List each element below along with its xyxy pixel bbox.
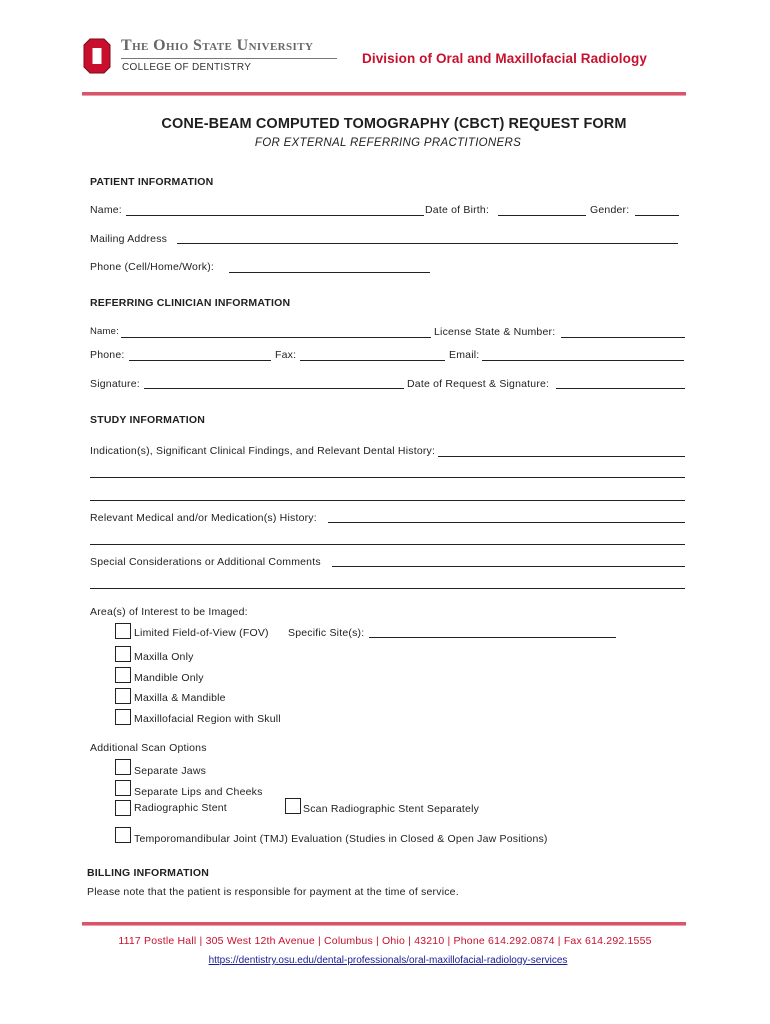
separate-jaws-checkbox[interactable] xyxy=(115,759,131,775)
header-rule-red xyxy=(82,92,686,96)
referring-fax-field[interactable] xyxy=(300,360,445,361)
medical-history-field-2[interactable] xyxy=(90,544,685,545)
scan-options-label: Additional Scan Options xyxy=(90,742,207,754)
medical-history-field-1[interactable] xyxy=(328,522,685,523)
fov-label: Limited Field-of-View (FOV) xyxy=(134,627,269,639)
referring-name-field[interactable] xyxy=(121,337,431,338)
maxillofacial-skull-checkbox[interactable] xyxy=(115,709,131,725)
maxillofacial-skull-label: Maxillofacial Region with Skull xyxy=(134,713,281,725)
maxilla-mandible-label: Maxilla & Mandible xyxy=(134,692,226,704)
special-comments-field-2[interactable] xyxy=(90,588,685,589)
mandible-only-checkbox[interactable] xyxy=(115,667,131,683)
referring-license-label: License State & Number: xyxy=(434,326,556,338)
patient-name-field[interactable] xyxy=(126,215,424,216)
medical-history-label: Relevant Medical and/or Medication(s) History: xyxy=(90,512,317,524)
mandible-only-label: Mandible Only xyxy=(134,672,204,684)
referring-date-field[interactable] xyxy=(556,388,685,389)
tmj-label: Temporomandibular Joint (TMJ) Evaluation (Studies in Closed & Open Jaw Positions) xyxy=(134,833,548,845)
separate-lips-label: Separate Lips and Cheeks xyxy=(134,786,263,798)
college-name: COLLEGE OF DENTISTRY xyxy=(122,62,252,73)
patient-name-label: Name: xyxy=(90,204,122,216)
patient-gender-label: Gender: xyxy=(590,204,630,216)
footer-address: 1117 Postle Hall | 305 West 12th Avenue | Columbus | Ohio | 43210 | Phone 614.292.0874 | Fax 614.292.1555 xyxy=(118,935,652,947)
header-rule-gray xyxy=(121,58,337,59)
referring-signature-label: Signature: xyxy=(90,378,140,390)
maxilla-only-checkbox[interactable] xyxy=(115,646,131,662)
referring-phone-label: Phone: xyxy=(90,349,125,361)
referring-license-field[interactable] xyxy=(561,337,685,338)
special-comments-label: Special Considerations or Additional Comments xyxy=(90,556,321,568)
footer-rule-red xyxy=(82,922,686,926)
study-heading: STUDY INFORMATION xyxy=(90,414,206,426)
referring-name-label: Name: xyxy=(90,326,119,337)
patient-dob-label: Date of Birth: xyxy=(425,204,490,216)
referring-phone-field[interactable] xyxy=(129,360,271,361)
patient-gender-field[interactable] xyxy=(635,215,679,216)
fov-checkbox[interactable] xyxy=(115,623,131,639)
specific-site-field[interactable] xyxy=(369,637,616,638)
areas-label: Area(s) of Interest to be Imaged: xyxy=(90,606,248,618)
indications-field-3[interactable] xyxy=(90,500,685,501)
separate-lips-checkbox[interactable] xyxy=(115,780,131,796)
patient-phone-field[interactable] xyxy=(229,272,430,273)
form-subtitle: FOR EXTERNAL REFERRING PRACTITIONERS xyxy=(254,137,522,149)
separate-jaws-label: Separate Jaws xyxy=(134,765,207,777)
referring-heading: REFERRING CLINICIAN INFORMATION xyxy=(90,297,291,309)
maxilla-mandible-checkbox[interactable] xyxy=(115,688,131,704)
referring-date-label: Date of Request & Signature: xyxy=(407,378,550,390)
scan-stent-separately-label: Scan Radiographic Stent Separately xyxy=(303,803,480,815)
radiographic-stent-checkbox[interactable] xyxy=(115,800,131,816)
patient-phone-label: Phone (Cell/Home/Work): xyxy=(90,261,215,273)
footer-url-link[interactable]: https://dentistry.osu.edu/dental-professionals/oral-maxillofacial-radiology-services xyxy=(208,955,568,966)
scan-stent-separately-checkbox[interactable] xyxy=(285,798,301,814)
referring-signature-field[interactable] xyxy=(144,388,404,389)
indications-field-1[interactable] xyxy=(438,456,685,457)
university-name: The Ohio State University xyxy=(121,37,314,54)
patient-dob-field[interactable] xyxy=(498,215,586,216)
patient-heading: PATIENT INFORMATION xyxy=(90,176,214,188)
maxilla-only-label: Maxilla Only xyxy=(134,651,194,663)
indications-label: Indication(s), Significant Clinical Findings, and Relevant Dental History: xyxy=(90,445,436,457)
indications-field-2[interactable] xyxy=(90,477,685,478)
referring-email-field[interactable] xyxy=(482,360,684,361)
division-name: Division of Oral and Maxillofacial Radiology xyxy=(362,51,647,66)
billing-heading: BILLING INFORMATION xyxy=(87,867,210,879)
tmj-checkbox[interactable] xyxy=(115,827,131,843)
radiographic-stent-label: Radiographic Stent xyxy=(134,802,227,814)
referring-email-label: Email: xyxy=(449,349,480,361)
billing-note: Please note that the patient is responsible for payment at the time of service. xyxy=(87,886,459,898)
patient-address-field[interactable] xyxy=(177,243,678,244)
patient-address-label: Mailing Address xyxy=(90,233,168,245)
form-title: CONE-BEAM COMPUTED TOMOGRAPHY (CBCT) REQUEST FORM xyxy=(161,116,627,132)
special-comments-field-1[interactable] xyxy=(332,566,685,567)
osu-logo-block-o xyxy=(83,38,111,74)
referring-fax-label: Fax: xyxy=(275,349,297,361)
specific-site-label: Specific Site(s): xyxy=(288,627,365,639)
